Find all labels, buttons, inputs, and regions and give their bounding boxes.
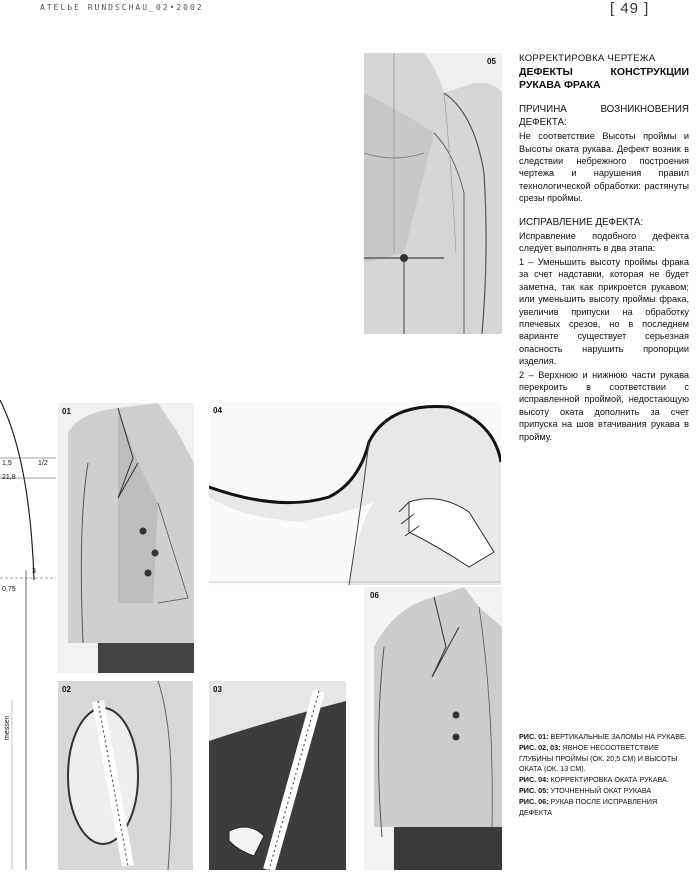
article-title: ДЕФЕКТЫ КОНСТРУКЦИИ РУКАВА ФРАКА: [519, 66, 689, 92]
pattern-mark-2: 1/2: [38, 460, 48, 467]
photo-04-sleeve-correction: [209, 402, 501, 585]
photo-05-back-sleeve: [364, 53, 502, 334]
figure-label-05: 05: [487, 57, 496, 66]
caption-item: [519, 743, 689, 775]
sleeve-measure-illustration: [209, 681, 346, 870]
caption-text: УТОЧНЕННЫЙ ОКАТ РУКАВА: [550, 785, 652, 795]
caption-text: РУКАВ ПОСЛЕ ИСПРАВЛЕНИЯ ДЕФЕКТА: [519, 796, 658, 817]
photo-06-corrected-sleeve: [364, 587, 502, 870]
fix-intro: Исправление подобного дефекта следует выполнять в два этапа:: [519, 231, 689, 254]
tailcoat-front-illustration: [58, 403, 194, 673]
magazine-header: ATELЬE RUNDSCHAU_02•2002: [40, 3, 204, 12]
photo-02-armhole-measure: [58, 681, 193, 870]
cause-heading: ПРИЧИНА ВОЗНИКНОВЕНИЯ ДЕФЕКТА:: [519, 104, 689, 128]
caption-text: ВЕРТИКАЛЬНЫЕ ЗАЛОМЫ НА РУКАВЕ.: [550, 732, 687, 741]
photo-03-sleeve-cap-measure: [209, 681, 346, 870]
pattern-draft-sliver: [0, 400, 56, 870]
caption-text: ЯВНОЕ НЕСООТВЕТСТВИЕ ГЛУБИНЫ ПРОЙМЫ (ОК. 20,5 СМ) И ВЫСОТЫ ОКАТА (ОК. 13 СМ).: [519, 742, 678, 774]
fix-step-1: 1 – Уменьшить высоту проймы фрака за счет надставки, которая не будет заметна, так как прикроется рукавом; или уменьшить высоту проймы фрака, увеличив припуски на обработку плечевых срезов, но в последнем варианте существует серьезная опасность нарушить пропорции изделия.: [519, 256, 689, 367]
pattern-lines: [0, 400, 56, 870]
photo-01-front-tailcoat: [58, 403, 194, 673]
caption-item: [519, 786, 689, 797]
caption-ref: РИС. 05:: [519, 785, 549, 795]
caption-text: КОРРЕКТИРОВКА ОКАТА РУКАВА.: [550, 775, 669, 785]
cause-text: Не соответствие Высоты проймы и Высоты оката рукава. Дефект возник в следствии небрежного построения чертежа и нарушения правил технологической обработки: растянуты срезы проймы.: [519, 131, 689, 204]
fix-step-2: 2 – Верхнюю и нижнюю части рукава перекроить в соответствии с исправленной проймой, недостающую высоту оката дополнить за счет припуска на шов втачивания рукава в пройму.: [519, 369, 689, 442]
pattern-mark-6: messen: [4, 715, 11, 740]
caption-ref: РИС. 06:: [519, 796, 549, 806]
pattern-mark-5: 0,75: [2, 586, 16, 593]
figure-label-01: 01: [62, 407, 71, 416]
pattern-mark-4: 3: [32, 568, 36, 575]
figure-captions: [519, 732, 689, 818]
caption-ref: РИС. 04:: [519, 775, 549, 785]
caption-ref: РИС. 02, 03:: [519, 742, 561, 752]
figure-label-02: 02: [62, 685, 71, 694]
pattern-mark-3: 21,8: [2, 474, 16, 481]
caption-item: [519, 732, 689, 743]
figure-label-06: 06: [370, 591, 379, 600]
article-kicker: КОРРЕКТИРОВКА ЧЕРТЕЖА: [519, 53, 656, 64]
article-column: [519, 53, 689, 443]
sleeve-cap-illustration: [209, 402, 501, 585]
figure-label-04: 04: [213, 406, 222, 415]
caption-item: [519, 775, 689, 786]
fix-heading: ИСПРАВЛЕНИЕ ДЕФЕКТА:: [519, 216, 644, 228]
figure-label-03: 03: [213, 685, 222, 694]
armhole-measure-illustration: [58, 681, 193, 870]
caption-item: [519, 797, 689, 819]
page-number: [ 49 ]: [610, 0, 650, 17]
pattern-mark-1: 1,5: [2, 460, 12, 467]
tailcoat-corrected-illustration: [364, 587, 502, 870]
caption-ref: РИС. 01:: [519, 732, 549, 741]
tailcoat-back-illustration: [364, 53, 502, 334]
